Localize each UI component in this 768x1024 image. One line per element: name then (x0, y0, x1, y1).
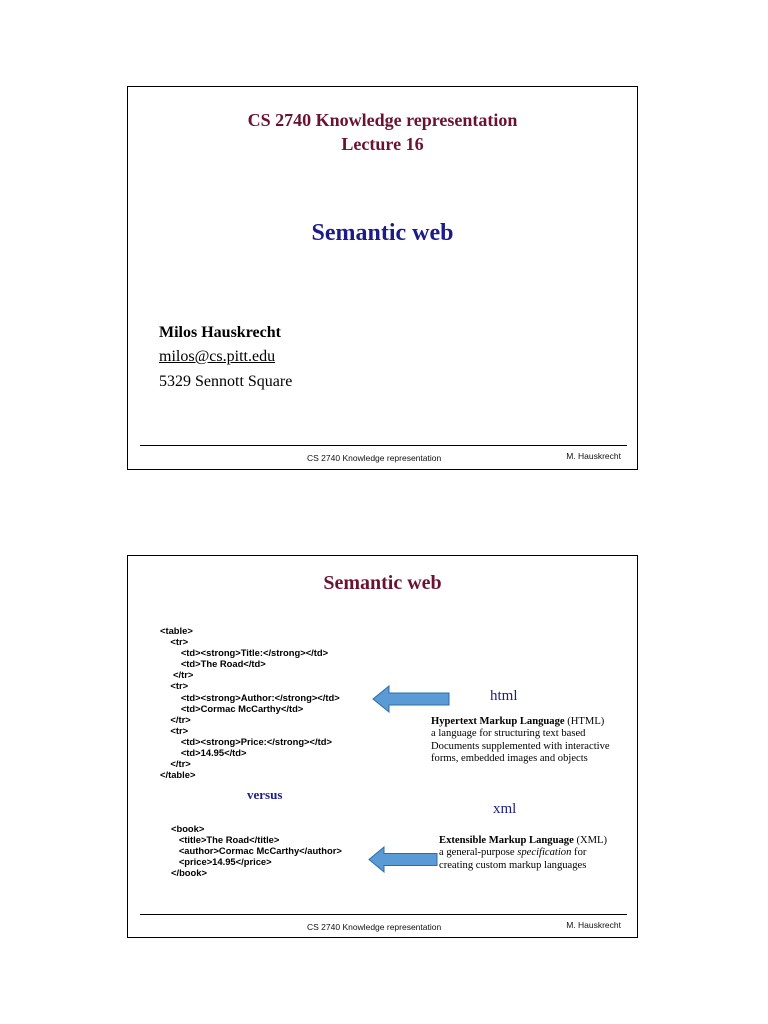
footer-divider (140, 445, 627, 446)
code-line: <tr> (160, 724, 189, 736)
xml-description (439, 835, 607, 872)
code-line: </tr> (160, 669, 194, 681)
code-line: <tr> (160, 636, 189, 648)
footer-author: M. Hauskrecht (566, 920, 621, 930)
code-line: <td><strong>Title:</strong></td> (160, 647, 329, 659)
code-line: <author>Cormac McCarthy</author> (171, 845, 342, 857)
author-name: Milos Hauskrecht (159, 324, 281, 341)
code-line: </tr> (160, 713, 191, 725)
html-description (431, 716, 610, 765)
code-line: <price>14.95</price> (171, 856, 272, 868)
footer-course: CS 2740 Knowledge representation (307, 922, 442, 932)
html-code-block (160, 625, 340, 780)
code-line: <table> (160, 625, 193, 636)
footer-course: CS 2740 Knowledge representation (307, 453, 442, 463)
xml-description-title: Extensible Markup Language (XML) (439, 835, 608, 846)
code-line: <tr> (160, 680, 189, 692)
html-description-title: Hypertext Markup Language (HTML) (431, 716, 605, 727)
code-line: </tr> (160, 758, 191, 770)
code-line: <td>Cormac McCarthy</td> (160, 702, 304, 714)
slide-title: Semantic web (311, 220, 454, 246)
code-line: <book> (171, 823, 205, 834)
course-line: CS 2740 Knowledge representation (247, 110, 518, 130)
code-line: </book> (171, 867, 207, 879)
lecture-line: Lecture 16 (341, 134, 424, 154)
footer-divider (140, 914, 627, 915)
versus-label: versus (247, 787, 283, 802)
html-description-line: Documents supplemented with interactive (431, 740, 610, 752)
title-slide (127, 86, 638, 470)
author-office: 5329 Sennott Square (159, 373, 293, 390)
code-line: <title>The Road</title> (171, 834, 280, 846)
html-description-line: a language for structuring text based (431, 728, 586, 740)
semantic-web-slide (127, 555, 638, 938)
code-line: <td><strong>Price:</strong></td> (160, 735, 332, 747)
arrow-left-icon (372, 685, 450, 713)
xml-label: xml (493, 801, 517, 817)
code-line: <td>14.95</td> (160, 747, 247, 759)
code-line: <td><strong>Author:</strong></td> (160, 691, 340, 703)
code-line: <td>The Road</td> (160, 658, 266, 670)
slide-title: Semantic web (323, 572, 442, 594)
html-label: html (490, 688, 518, 704)
author-email-link[interactable]: milos@cs.pitt.edu (159, 348, 276, 365)
footer-author: M. Hauskrecht (566, 451, 621, 461)
arrow-left-icon (368, 846, 438, 873)
xml-description-line: a general-purpose specification for (439, 847, 587, 859)
xml-code-block (171, 823, 342, 878)
code-line: </table> (160, 769, 196, 781)
xml-description-line: creating custom markup languages (439, 859, 587, 871)
html-description-line: forms, embedded images and objects (431, 752, 588, 764)
